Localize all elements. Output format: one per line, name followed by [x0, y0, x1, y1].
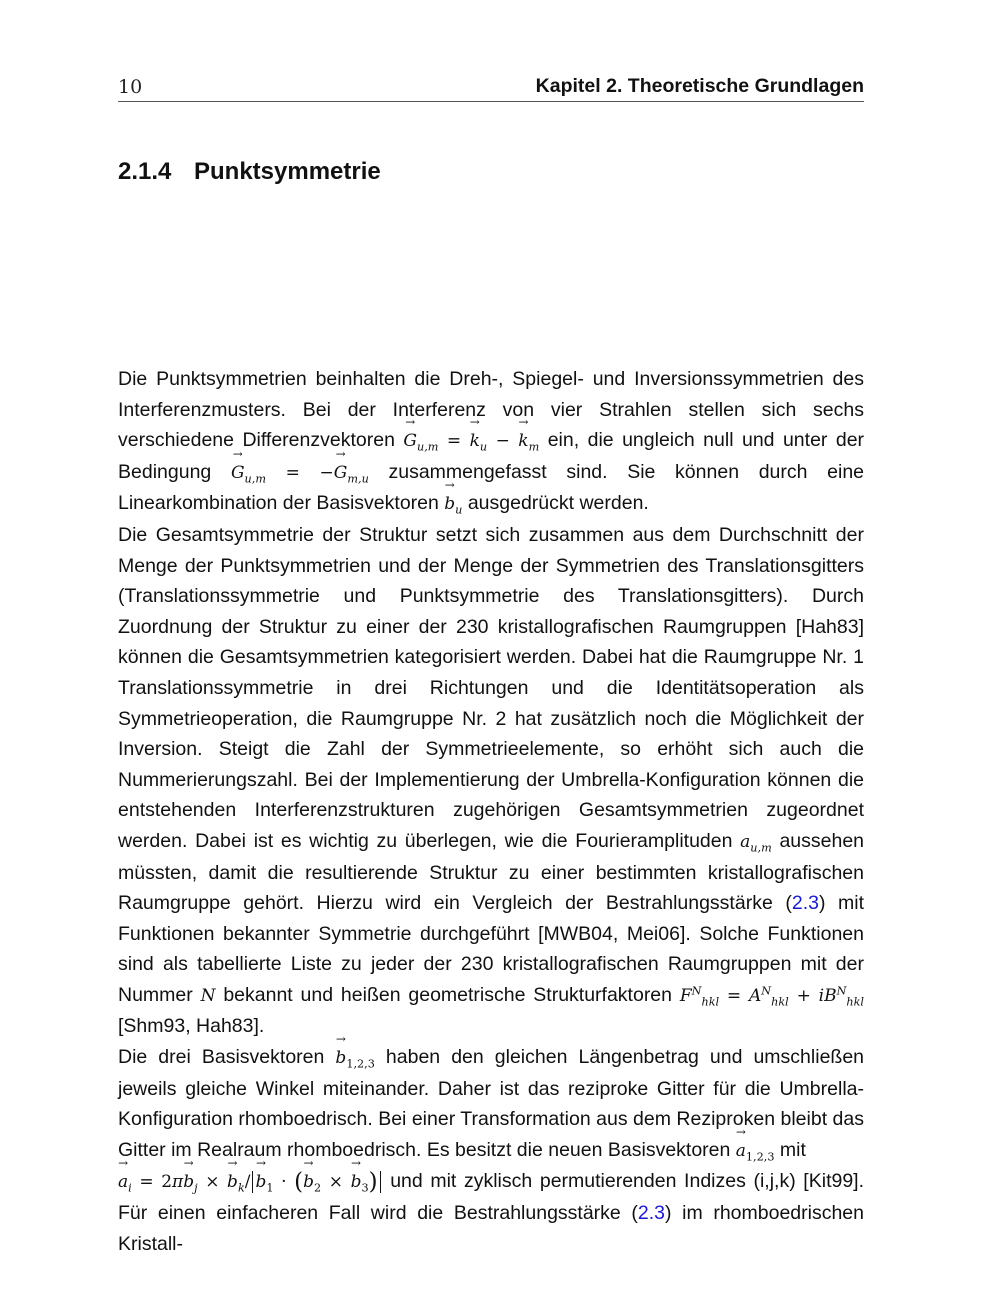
paragraph-1: Die Punktsymmetrien beinhalten die Dreh-, Spiegel- und Inversionssymmetrien des Interferenzmusters. Bei der Interferenz von vier Strahlen stellen sich sechs verschiedene Differenzvektoren → $G_{u,m}$ = → $k_u$ − → $k_m$ ein, die ungleich null und unter der Bedingung → $G_{u,m}$ = −→ $G_{m,u}$ zusammengefasst sind. Sie können durch eine Linearkombination der Basisvektoren → $b_u$ ausgedrückt werden.: [118, 364, 864, 520]
paragraph-3: Die drei Basisvektoren → $b_{1,2,3}$ haben den gleichen Längenbetrag und umschließen jeweils gleiche Winkel miteinander. Daher ist das reziproke Gitter für die Umbrella-Konfiguration rhomboedrisch. Bei einer Transformation aus dem Reziproken bleibt das Gitter im Realraum rhomboedrisch. Es besitzt die neuen Basisvektoren → $a_{1,2,3}$ mit → $a_i = 2\pi\to b_j$ × → $b_k/\to b_1$ · (→ $b_2$ × → $b_3$) und mit zyklisch permutierenden Indizes (i,j,k) [Kit99]. Für einen einfacheren Fall wird die Bestrahlungsstärke (2.3) im rhomboedrischen Kristall-: [118, 1042, 864, 1259]
formula-basis-vector: → $b_u$: [444, 494, 462, 514]
formula-number-n: N: [200, 985, 216, 1006]
formula-fourier-amplitude: $a_{u,m}$: [740, 831, 772, 855]
formula-real-space-vector: → $a_i = 2\pi\to b_j$ × → $b_k/\to b_1$ · (→ $b_2$ × → $b_3$): [118, 1172, 383, 1192]
chapter-title: Kapitel 2. Theoretische Grundlagen: [535, 75, 864, 97]
section-number: 2.1.4: [118, 158, 172, 185]
equation-reference-link[interactable]: 2.3: [637, 1202, 665, 1225]
formula-basis-vectors-b: → $b_{1,2,3}$: [335, 1048, 374, 1068]
page-number: 10: [118, 76, 143, 98]
section-title: Punktsymmetrie: [194, 158, 381, 185]
formula-difference-vector: → $G_{u,m}$ = → $k_u$ − → $k_m$: [403, 431, 539, 451]
formula-condition: → $G_{u,m}$ = −→ $G_{m,u}$: [231, 463, 369, 483]
equation-reference-link[interactable]: 2.3: [791, 892, 819, 915]
formula-basis-vectors-a: → $a_{1,2,3}$: [736, 1141, 775, 1161]
page-header: [118, 74, 864, 102]
formula-structure-factor: $F^N_{hkl} = A^N_{hkl} + iB^N_{hkl}$: [679, 984, 865, 1009]
body-text: [118, 364, 864, 1259]
section-heading: [118, 158, 381, 186]
paragraph-2: Die Gesamtsymmetrie der Struktur setzt sich zusammen aus dem Durchschnitt der Menge der Punktsymmetrien und der Menge der Symmetrien des Translationsgitters (Translationssymmetrie und Punktsymmetrie des Translationsgitters). Durch Zuordnung der Struktur zu einer der 230 kristallografischen Raumgruppen [Hah83] können die Gesamtsymmetrien kategorisiert werden. Dabei hat die Raumgruppe Nr. 1 Translationssymmetrie in drei Richtungen und die Identitätsoperation als Symmetrieoperation, die Raumgruppe Nr. 2 hat zusätzlich noch die Möglichkeit der Inversion. Steigt die Zahl der Symmetrieelemente, so erhöht sich auch die Nummerierungszahl. Bei der Implementierung der Umbrella-Konfiguration können die entstehenden Interferenzstrukturen zugehörigen Gesamtsymmetrien zugeordnet werden. Dabei ist es wichtig zu überlegen, wie die Fourieramplituden $a_{u,m}$ aussehen müssten, damit die resultierende Struktur zu einer bestimmten kristallografischen Raumgruppe gehört. Hierzu wird ein Vergleich der Bestrahlungsstärke (2.3) mit Funktionen bekannter Symmetrie durchgeführt [MWB04, Mei06]. Solche Funktionen sind als tabellierte Liste zu jeder der 230 kristallografischen Raumgruppen mit der Nummer N bekannt und heißen geometrische Strukturfaktoren $F^N_{hkl} = A^N_{hkl} + iB^N_{hkl}$ [Shm93, Hah83].: [118, 523, 865, 1038]
